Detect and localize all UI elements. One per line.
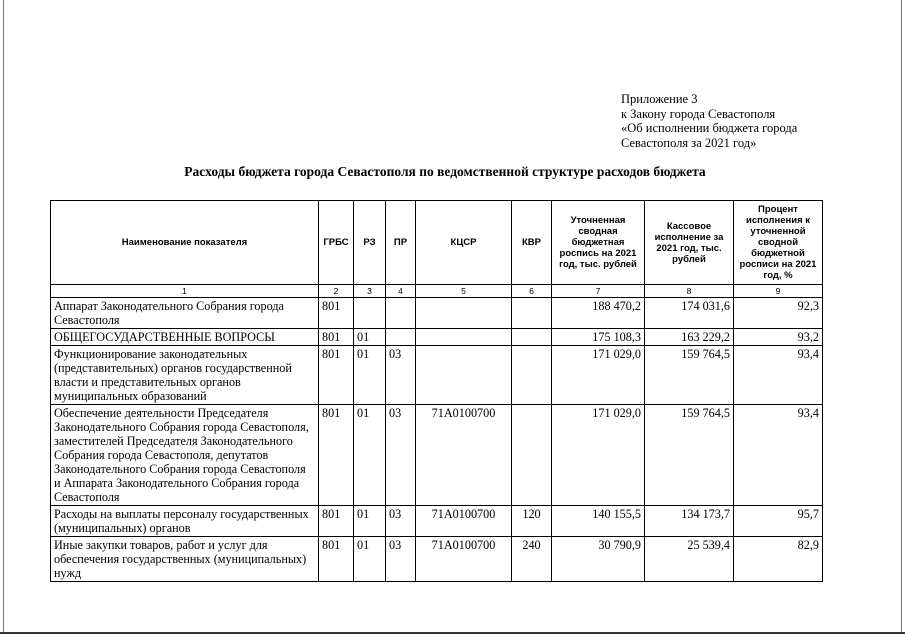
- column-number: 6: [512, 285, 552, 298]
- row-kvr: [512, 329, 552, 346]
- page-border-right: [901, 0, 902, 632]
- row-exec: 174 031,6: [645, 298, 734, 329]
- row-pr: [386, 329, 416, 346]
- header-rz: РЗ: [354, 201, 386, 285]
- row-percent: 92,3: [734, 298, 823, 329]
- header-kvr: КВР: [512, 201, 552, 285]
- table-row: [51, 537, 823, 582]
- row-kvr: [512, 346, 552, 405]
- column-number-row: [51, 285, 823, 298]
- column-number: 3: [354, 285, 386, 298]
- row-kcsr: 71А0100700: [416, 537, 512, 582]
- row-name: Обеспечение деятельности Председателя Законодательного Собрания города Севастополя, заместителей Председателя Законодательного Собрания города Севастополя, депутатов Законодательного Собрания города Севастополя и Аппарата Законодательного Собрания города Севастополя: [51, 405, 319, 506]
- row-pr: 03: [386, 346, 416, 405]
- row-pr: [386, 298, 416, 329]
- row-kcsr: [416, 329, 512, 346]
- row-rz: 01: [354, 329, 386, 346]
- row-plan: 171 029,0: [552, 346, 645, 405]
- row-name: Расходы на выплаты персоналу государственных (муниципальных) органов: [51, 506, 319, 537]
- row-rz: 01: [354, 537, 386, 582]
- column-number: 2: [319, 285, 354, 298]
- row-rz: 01: [354, 506, 386, 537]
- row-kvr: [512, 405, 552, 506]
- row-percent: 93,4: [734, 405, 823, 506]
- page-border-left: [3, 0, 4, 632]
- row-rz: [354, 298, 386, 329]
- row-plan: 30 790,9: [552, 537, 645, 582]
- row-exec: 163 229,2: [645, 329, 734, 346]
- header-grbs: ГРБС: [319, 201, 354, 285]
- row-name: Иные закупки товаров, работ и услуг для обеспечения государственных (муниципальных) нужд: [51, 537, 319, 582]
- row-plan: 171 029,0: [552, 405, 645, 506]
- column-number: 5: [416, 285, 512, 298]
- document-title: Расходы бюджета города Севастополя по ведомственной структуре расходов бюджета: [184, 164, 706, 179]
- row-kcsr: [416, 298, 512, 329]
- row-name: ОБЩЕГОСУДАРСТВЕННЫЕ ВОПРОСЫ: [51, 329, 319, 346]
- appendix-line-4: Севастополя за 2021 год»: [621, 135, 757, 150]
- column-number: 1: [51, 285, 319, 298]
- row-rz: 01: [354, 405, 386, 506]
- row-plan: 140 155,5: [552, 506, 645, 537]
- row-exec: 159 764,5: [645, 346, 734, 405]
- row-percent: 93,2: [734, 329, 823, 346]
- expenditure-table: [50, 200, 823, 582]
- appendix-note: [621, 92, 797, 150]
- row-grbs: 801: [319, 506, 354, 537]
- row-kvr: [512, 298, 552, 329]
- table-row: [51, 506, 823, 537]
- row-pr: 03: [386, 405, 416, 506]
- row-percent: 95,7: [734, 506, 823, 537]
- appendix-line-1: Приложение 3: [621, 92, 698, 106]
- row-name: Функционирование законодательных (представительных) органов государственной власти и представительных органов муниципальных образований: [51, 346, 319, 405]
- row-kcsr: 71А0100700: [416, 405, 512, 506]
- column-number: 4: [386, 285, 416, 298]
- appendix-line-3: «Об исполнении бюджета города: [621, 121, 798, 135]
- row-grbs: 801: [319, 346, 354, 405]
- row-grbs: 801: [319, 298, 354, 329]
- page-border-bottom: [0, 632, 905, 634]
- row-exec: 25 539,4: [645, 537, 734, 582]
- table-row: [51, 346, 823, 405]
- column-number: 7: [552, 285, 645, 298]
- row-kvr: 240: [512, 537, 552, 582]
- header-name: Наименование показателя: [51, 201, 319, 285]
- header-exec: Кассовое исполнение за 2021 год, тыс. рублей: [645, 201, 734, 285]
- column-number: 8: [645, 285, 734, 298]
- row-percent: 93,4: [734, 346, 823, 405]
- column-number: 9: [734, 285, 823, 298]
- table-row: [51, 405, 823, 506]
- row-name: Аппарат Законодательного Собрания города Севастополя: [51, 298, 319, 329]
- row-grbs: 801: [319, 537, 354, 582]
- header-kcsr: КЦСР: [416, 201, 512, 285]
- row-plan: 175 108,3: [552, 329, 645, 346]
- header-percent: Процент исполнения к уточненной сводной бюджетной росписи на 2021 год, %: [734, 201, 823, 285]
- row-pr: 03: [386, 506, 416, 537]
- row-percent: 82,9: [734, 537, 823, 582]
- row-exec: 134 173,7: [645, 506, 734, 537]
- row-pr: 03: [386, 537, 416, 582]
- row-grbs: 801: [319, 329, 354, 346]
- row-grbs: 801: [319, 405, 354, 506]
- header-row: [51, 201, 823, 285]
- row-kcsr: 71А0100700: [416, 506, 512, 537]
- table-row: [51, 329, 823, 346]
- header-plan: Уточненная сводная бюджетная роспись на 2021 год, тыс. рублей: [552, 201, 645, 285]
- row-plan: 188 470,2: [552, 298, 645, 329]
- header-pr: ПР: [386, 201, 416, 285]
- row-kcsr: [416, 346, 512, 405]
- row-kvr: 120: [512, 506, 552, 537]
- row-rz: 01: [354, 346, 386, 405]
- table-row: [51, 298, 823, 329]
- appendix-line-2: к Закону города Севастополя: [621, 106, 776, 121]
- row-exec: 159 764,5: [645, 405, 734, 506]
